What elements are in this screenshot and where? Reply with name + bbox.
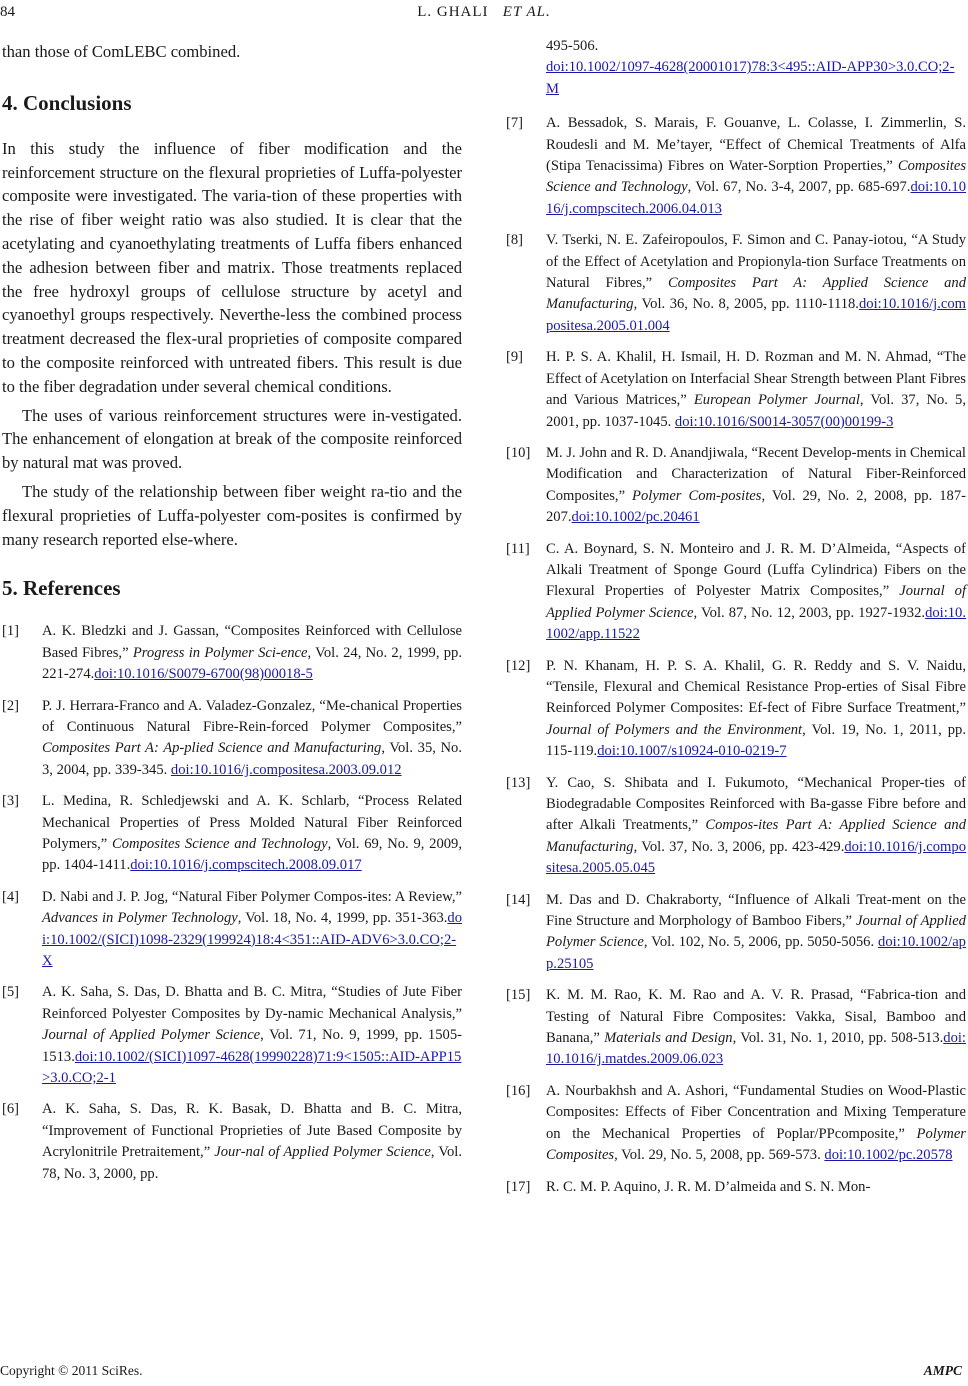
reference-item	[506, 985, 966, 1071]
reference-details: , Vol. 37, No. 5, 2001, pp. 1037-1045.	[546, 392, 966, 430]
reference-journal: Journal of Applied Polymer Science	[42, 1027, 261, 1044]
page-number: 84	[0, 4, 15, 20]
reference-text: A. K. Saha, S. Das, R. K. Basak, D. Bhatta and B. C. Mitra, “Improvement of Functional Proprieties of Jute Based Composite by Acrylonitrile Pretraitement,”	[42, 1101, 462, 1161]
footer-journal: AMPC	[923, 1363, 962, 1378]
reference-number: [13]	[506, 774, 531, 791]
conclusions-paragraph-2: The uses of various reinforcement structures were in-vestigated. The enhancement of elongation at break of the composite reinforced by natural mat was proved.	[2, 405, 462, 473]
reference-item	[2, 887, 462, 973]
running-title-authors: L. GHALI	[417, 4, 489, 20]
doi-link[interactable]: doi:10.1002/(SICI)1098-2329(199924)18:4<351::AID-ADV6>3.0.CO;2-X	[42, 910, 462, 970]
reference-journal: Progress in Polymer Sci-ence	[132, 644, 308, 661]
reference-item	[506, 230, 966, 337]
reference-item	[506, 656, 966, 763]
running-title	[0, 4, 968, 21]
reference-number: [17]	[506, 1178, 531, 1195]
conclusions-heading: 4. Conclusions	[2, 90, 132, 115]
doi-link[interactable]: doi:10.1016/j.compositesa.2005.05.045	[546, 838, 966, 877]
reference-number: [4]	[2, 888, 20, 905]
reference-item	[506, 113, 966, 220]
reference-journal: Polymer Composites	[546, 1125, 966, 1164]
reference-text: V. Tserki, N. E. Zafeiropoulos, F. Simon and C. Panay-iotou, “A Study of the Effect of Acetylation and Propionyla-tion Surface Treatments on Natural Fibres,”	[546, 232, 966, 292]
doi-link[interactable]: doi:10.1016/S0079-6700(98)00018-5	[94, 666, 313, 683]
doi-link[interactable]: doi:10.1002/(SICI)1097-4628(19990228)71:9<1505::AID-APP15>3.0.CO;2-1	[42, 1048, 462, 1087]
reference-item	[2, 791, 462, 877]
reference-text: A. K. Bledzki and J. Gassan, “Composites Reinforced with Cellulose Based Fibres,”	[42, 623, 462, 661]
reference-text: K. M. M. Rao, K. M. Rao and A. V. R. Prasad, “Fabrica-tion and Testing of Natural Fibre Composites: Vakka, Sisal, Bamboo and Banana,”	[546, 987, 966, 1047]
reference-item	[506, 443, 966, 529]
reference-details: , Vol. 18, No. 4, 1999, pp. 351-363.	[237, 910, 448, 927]
reference-details: , Vol. 67, No. 3-4, 2007, pp. 685-697.	[687, 179, 911, 196]
reference-journal: Materials and Design	[604, 1030, 733, 1047]
reference-journal: Journal of Applied Polymer Science	[546, 583, 966, 621]
reference-item	[2, 696, 462, 782]
reference-journal: European Polymer Journal	[693, 392, 860, 409]
reference-details: , Vol. 87, No. 12, 2003, pp. 1927-1932.	[693, 604, 926, 621]
reference-item	[506, 1081, 966, 1167]
reference-text: R. C. M. P. Aquino, J. R. M. D’almeida and S. N. Mon-	[546, 1178, 871, 1195]
reference-text: A. K. Saha, S. Das, D. Bhatta and B. C. Mitra, “Studies of Jute Fiber Reinforced Polyester Composites by Dy-namic Mechanical Analysis,”	[42, 984, 462, 1022]
doi-link[interactable]: doi:10.1016/j.matdes.2009.06.023	[546, 1030, 966, 1068]
reference-text: C. A. Boynard, S. N. Monteiro and J. R. M. D’Almeida, “Aspects of Alkali Treatment of Sponge Gourd (Luffa Cylindrica) Fibers on the Flexural Properties of Polyester Matrix Composites,”	[546, 540, 966, 600]
reference-details: , Vol. 102, No. 5, 2006, pp. 5050-5056.	[643, 934, 879, 951]
conclusions-paragraph-1: In this study the influence of fiber modification and the reinforcement structure on the flexural proprieties of Luffa-polyester composite were investigated. The varia-tion of these properties with the rise of fiber weight ratio was also studied. It is clear that the acetylating and cyanoethylating treatments of Luffa fibers enhanced the adhesion between fiber and matrix. Those treatments replaced the free hydroxyl groups of cellulose structure by acetyl and cyanoethyl groups respectively. Neverthe-less the combined process treatment decreased the flex-ural proprieties of composite compared to the composite reinforced with untreated fibers. This result is due to the fiber degradation under several chemical conditions.	[2, 138, 462, 396]
reference-journal: Journal of Applied Polymer Science	[546, 913, 966, 951]
reference-text: M. J. John and R. D. Anandjiwala, “Recent Develop-ments in Chemical Modification and Characterization of Natural Fiber-Reinforced Composites,”	[546, 444, 966, 504]
doi-link[interactable]: doi:10.1016/j.compositesa.2003.09.012	[170, 761, 402, 778]
reference-text: P. N. Khanam, H. P. S. A. Khalil, G. R. Reddy and S. V. Naidu, “Tensile, Flexural and Chemical Resistance Prop-erties of Sisal Fibre Reinforced Polymer Composites: Ef-fect of Fibre Surface Treatment,”	[546, 657, 966, 717]
reference-item	[506, 890, 966, 976]
doi-link[interactable]: doi:10.1002/pc.20578	[824, 1147, 953, 1164]
reference-details: , Vol. 71, No. 9, 1999, pp. 1505-1513.	[42, 1027, 462, 1065]
reference-details: , Vol. 29, No. 2, 2008, pp. 187-207.	[546, 487, 966, 526]
reference-number: [10]	[506, 444, 531, 461]
reference-text: Y. Cao, S. Shibata and I. Fukumoto, “Mechanical Proper-ties of Biodegradable Composites Reinforced with Ba-gasse Fibre before and after Alkali Treatments,”	[546, 774, 966, 834]
reference-number: [5]	[2, 984, 20, 1001]
reference-journal: Journal of Polymers and the Environment	[546, 721, 803, 738]
reference-number: [11]	[506, 540, 530, 557]
reference-details: , Vol. 24, No. 2, 1999, pp. 221-274.	[42, 644, 462, 683]
reference-details: , Vol. 19, No. 1, 2011, pp. 115-119.	[546, 721, 966, 760]
right-column	[506, 36, 966, 1198]
reference-number: [14]	[506, 891, 531, 908]
reference-continuation	[506, 36, 966, 100]
reference-details: , Vol. 37, No. 3, 2006, pp. 423-429.	[633, 838, 845, 855]
reference-number: [16]	[506, 1082, 531, 1099]
reference-number: [7]	[506, 115, 524, 132]
doi-link[interactable]: doi:10.1002/pc.20461	[571, 509, 700, 526]
reference-details: , Vol. 29, No. 5, 2008, pp. 569-573.	[614, 1147, 825, 1164]
reference-journal: Polymer Com-posites	[632, 487, 762, 504]
doi-link[interactable]: doi:10.1016/S0014-3057(00)00199-3	[674, 413, 894, 430]
reference-item	[2, 982, 462, 1089]
doi-link[interactable]: doi:10.1016/j.compscitech.2008.09.017	[130, 857, 362, 874]
reference-text: M. Das and D. Chakraborty, “Influence of Alkali Treat-ment on the Fine Structure and Morphology of Bamboo Fibers,”	[546, 891, 966, 930]
left-column	[2, 40, 462, 1185]
footer-copyright: Copyright © 2011 SciRes.	[0, 1363, 143, 1378]
doi-link[interactable]: doi:10.1002/1097-4628(20001017)78:3<495::AID-APP30>3.0.CO;2-M	[546, 59, 955, 97]
reference-item	[506, 539, 966, 646]
reference-text: A. Bessadok, S. Marais, F. Gouanve, L. Colasse, I. Zimmerlin, S. Roudesli and M. Me’tayer, “Effect of Chemical Treatments of Alfa (Stipa Tenacissima) Fibres on Water-Sorption Properties,”	[546, 115, 966, 175]
reference-number: [6]	[2, 1101, 20, 1118]
reference-number: [9]	[506, 349, 524, 366]
doi-link[interactable]: doi:10.1007/s10924-010-0219-7	[597, 743, 787, 760]
doi-link[interactable]: doi:10.1002/app.25105	[546, 934, 966, 972]
reference-item	[2, 1099, 462, 1185]
reference-item	[506, 1177, 966, 1198]
reference-number: [1]	[2, 623, 20, 640]
reference-item	[506, 773, 966, 880]
reference-number: [8]	[506, 232, 524, 249]
reference-number: [12]	[506, 657, 531, 674]
reference-details: , Vol. 78, No. 3, 2000, pp.	[42, 1144, 462, 1182]
references-heading: 5. References	[2, 576, 121, 601]
doi-link[interactable]: doi:10.1016/j.compositesa.2005.01.004	[546, 296, 966, 334]
reference-journal: Advances in Polymer Technology	[42, 910, 238, 927]
reference-text: P. J. Herrara-Franco and A. Valadez-Gonzalez, “Me-chanical Properties of Continuous Natural Fibre-Rein-forced Polymer Composites,”	[42, 697, 462, 735]
reference-text: L. Medina, R. Schledjewski and A. K. Schlarb, “Process Related Mechanical Properties of Press Molded Natural Fiber Reinforced Polymers,”	[42, 793, 462, 852]
reference-details: , Vol. 31, No. 1, 2010, pp. 508-513.	[732, 1030, 944, 1047]
reference-text: D. Nabi and J. P. Jog, “Natural Fiber Polymer Compos-ites: A Review,”	[42, 888, 462, 905]
reference-text: A. Nourbakhsh and A. Ashori, “Fundamental Studies on Wood-Plastic Composites: Effects of Fiber Concentration and Mixing Temperature on the Mechanical Properties of Poplar/PPcomposite,”	[546, 1082, 966, 1142]
conclusions-paragraph-3: The study of the relationship between fiber weight ra-tio and the flexural proprieties of Luffa-polyester com-posites is confirmed by many research reported else-where.	[2, 481, 462, 549]
reference-journal: Composites Science and Technology	[546, 158, 966, 196]
reference-number: [15]	[506, 987, 531, 1004]
doi-link[interactable]: doi:10.1016/j.compscitech.2006.04.013	[546, 179, 967, 217]
running-title-etal: ET AL.	[502, 4, 551, 20]
reference-text: H. P. S. A. Khalil, H. Ismail, H. D. Rozman and M. N. Ahmad, “The Effect of Acetylation on Interfacial Shear Strength between Plant Fibres and Various Matrices,”	[546, 349, 966, 409]
reference-number: [2]	[2, 697, 20, 714]
reference-journal: Composites Science and Technology	[112, 836, 328, 852]
reference-continuation-text: 495-506.	[546, 38, 599, 54]
references-list-left	[2, 621, 462, 1185]
references-list-right	[506, 113, 966, 1198]
reference-journal: Compos-ites Part A: Applied Science and Manufacturing	[546, 817, 966, 855]
reference-journal: Jour-nal of Applied Polymer Science	[214, 1144, 431, 1161]
reference-item	[2, 621, 462, 685]
intro-line: than those of ComLEBC combined.	[2, 42, 241, 61]
reference-journal: Composites Part A: Applied Science and Manufacturing	[546, 275, 966, 313]
reference-journal: Composites Part A: Ap-plied Science and Manufacturing	[42, 740, 382, 757]
doi-link[interactable]: doi:10.1002/app.11522	[546, 604, 967, 643]
reference-item	[506, 347, 966, 433]
reference-details: , Vol. 69, No. 9, 2009, pp. 1404-1411.	[42, 836, 462, 874]
reference-number: [3]	[2, 793, 20, 810]
reference-details: , Vol. 36, No. 8, 2005, pp. 1110-1118.	[633, 296, 859, 313]
reference-details: , Vol. 35, No. 3, 2004, pp. 339-345.	[42, 740, 463, 778]
